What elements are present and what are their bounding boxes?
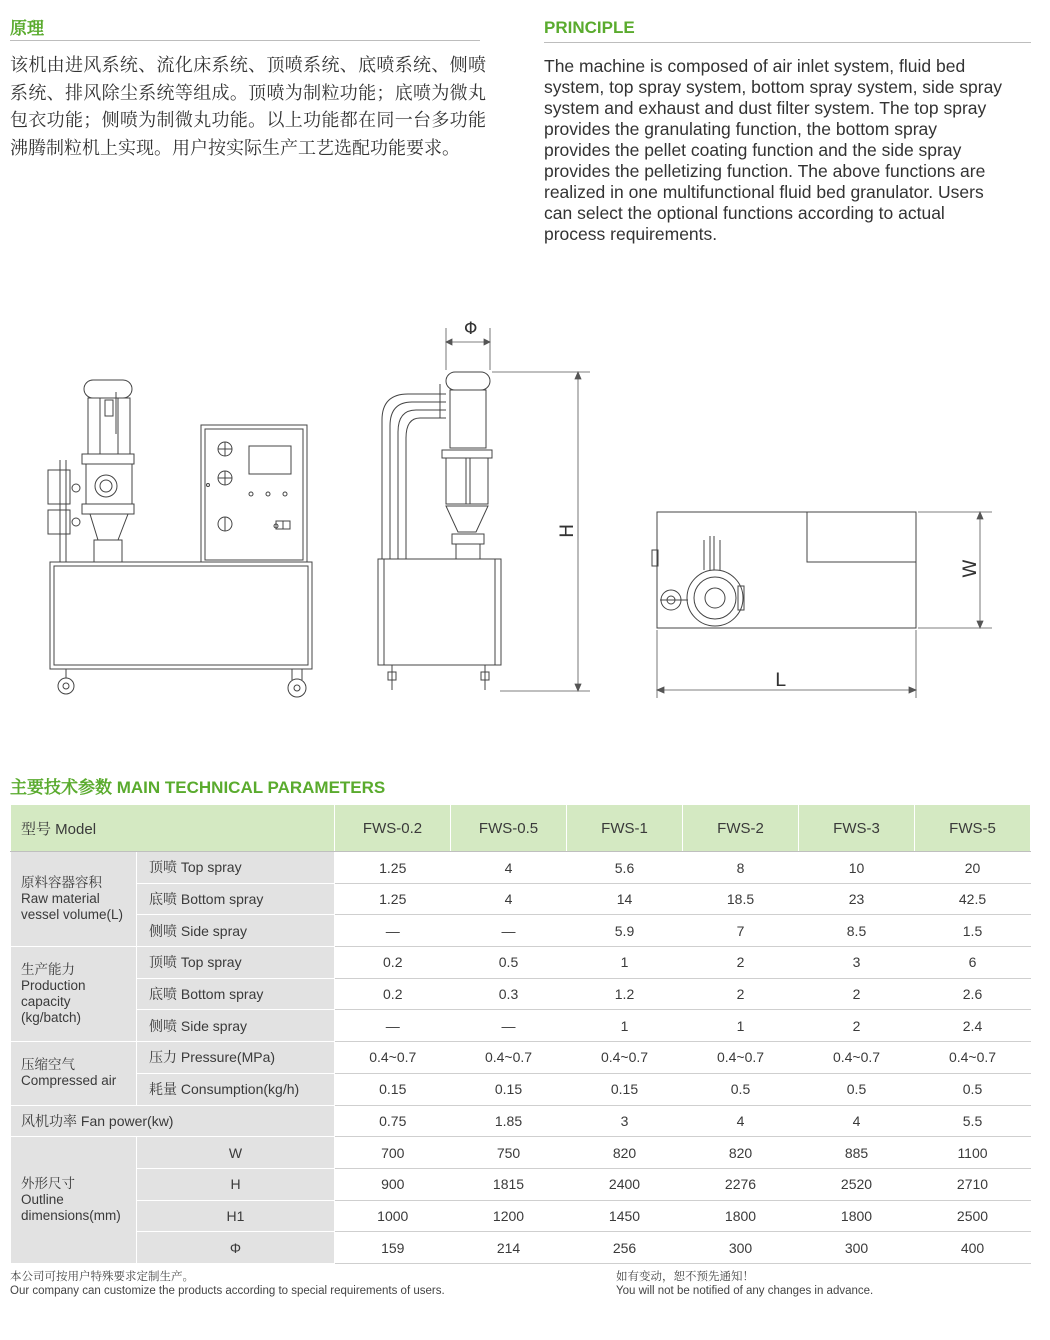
table-row <box>11 1105 1031 1137</box>
outline-group-label <box>11 1137 137 1264</box>
table-cell: 1.2 <box>567 978 683 1010</box>
table-cell: 0.5 <box>799 1073 915 1105</box>
table-cell: 750 <box>451 1137 567 1169</box>
table-cell: 2276 <box>683 1168 799 1200</box>
table-cell: 0.15 <box>335 1073 451 1105</box>
row-label: 底喷 Bottom spray <box>137 978 335 1010</box>
footer-customization-note <box>10 1270 445 1298</box>
table-cell: 2.4 <box>915 1010 1031 1042</box>
table-cell: 5.9 <box>567 915 683 947</box>
table-row <box>11 1168 1031 1200</box>
table-row <box>11 1137 1031 1169</box>
table-cell: 900 <box>335 1168 451 1200</box>
table-cell: 159 <box>335 1232 451 1264</box>
table-row <box>11 1200 1031 1232</box>
table-header-row <box>11 805 1031 852</box>
table-cell: 14 <box>567 883 683 915</box>
table-cell: 0.5 <box>915 1073 1031 1105</box>
table-cell: 5.6 <box>567 852 683 884</box>
table-cell: 6 <box>915 947 1031 979</box>
machine-drawings <box>0 300 1050 720</box>
row-label: Φ <box>137 1232 335 1264</box>
table-row <box>11 978 1031 1010</box>
table-cell: 0.4~0.7 <box>451 1042 567 1074</box>
model-column-header: FWS-0.2 <box>335 805 451 852</box>
table-cell: 1800 <box>683 1200 799 1232</box>
parameters-table <box>10 804 1031 1264</box>
table-cell: 1200 <box>451 1200 567 1232</box>
principle-text-en <box>544 56 1036 245</box>
principle-en-line: process requirements. <box>544 224 718 244</box>
table-cell: 1800 <box>799 1200 915 1232</box>
footer-note-cn: 本公司可按用户特殊要求定制生产。 <box>10 1271 194 1283</box>
group-label-en: Outline <box>21 1192 64 1208</box>
table-cell: 885 <box>799 1137 915 1169</box>
top-view-drawing <box>652 512 916 628</box>
table-cell: 400 <box>915 1232 1031 1264</box>
row-label: W <box>137 1137 335 1169</box>
air-group-label <box>11 1042 137 1105</box>
table-cell: 0.5 <box>683 1073 799 1105</box>
table-cell: 3 <box>567 1105 683 1137</box>
table-cell: 20 <box>915 852 1031 884</box>
principle-text-cn: 该机由进风系统、流化床系统、顶喷系统、底喷系统、侧喷系统、排风除尘系统等组成。顶喷为制粒功能；底喷为微丸包衣功能；侧喷为制微丸功能。以上功能都在同一台多功能沸腾制粒机上实现。用户按实际生产工艺选配功能要求。 <box>10 55 486 159</box>
table-cell: 1 <box>567 947 683 979</box>
row-label: 侧喷 Side spray <box>137 915 335 947</box>
row-label: 耗量 Consumption(kg/h) <box>137 1073 335 1105</box>
table-cell: 4 <box>683 1105 799 1137</box>
table-cell: 42.5 <box>915 883 1031 915</box>
principle-en-line: system and exhaust and dust filter system. The top spray <box>544 98 987 118</box>
table-cell: 700 <box>335 1137 451 1169</box>
table-row <box>11 883 1031 915</box>
table-cell: 0.4~0.7 <box>915 1042 1031 1074</box>
table-cell: 300 <box>683 1232 799 1264</box>
model-column-header: FWS-3 <box>799 805 915 852</box>
table-row <box>11 1010 1031 1042</box>
front-view-drawing <box>48 380 312 697</box>
parameters-title: 主要技术参数 MAIN TECHNICAL PARAMETERS <box>10 778 386 797</box>
table-cell: 1.5 <box>915 915 1031 947</box>
table-cell: 0.2 <box>335 947 451 979</box>
row-label: 侧喷 Side spray <box>137 1010 335 1042</box>
table-cell: 8.5 <box>799 915 915 947</box>
table-cell: 1.25 <box>335 852 451 884</box>
group-label-en: (kg/batch) <box>21 1010 82 1026</box>
table-cell: 0.15 <box>451 1073 567 1105</box>
height-dimension-label: H <box>556 523 578 538</box>
table-cell: 23 <box>799 883 915 915</box>
group-label-en: Compressed air <box>21 1073 117 1089</box>
table-cell: 4 <box>451 883 567 915</box>
model-header: 型号 Model <box>11 805 335 852</box>
table-cell: 820 <box>683 1137 799 1169</box>
dimension-lines <box>446 328 992 698</box>
table-row <box>11 915 1031 947</box>
principle-en-line: realized in one multifunctional fluid bed granulator. Users <box>544 182 984 202</box>
table-cell: 2 <box>683 978 799 1010</box>
table-cell: 0.75 <box>335 1105 451 1137</box>
model-column-header: FWS-0.5 <box>451 805 567 852</box>
table-cell: 7 <box>683 915 799 947</box>
table-cell: — <box>335 1010 451 1042</box>
table-row <box>11 1042 1031 1074</box>
row-label: H1 <box>137 1200 335 1232</box>
table-cell: 0.4~0.7 <box>335 1042 451 1074</box>
principle-en-line: The machine is composed of air inlet system, fluid bed <box>544 56 966 76</box>
table-cell: 4 <box>451 852 567 884</box>
model-column-header: FWS-2 <box>683 805 799 852</box>
table-cell: 0.5 <box>451 947 567 979</box>
table-row <box>11 1232 1031 1264</box>
table-cell: 820 <box>567 1137 683 1169</box>
principle-en-line: can select the optional functions according to actual <box>544 203 945 223</box>
table-cell: 4 <box>799 1105 915 1137</box>
table-cell: 8 <box>683 852 799 884</box>
side-view-drawing <box>378 372 501 690</box>
capacity-group-label <box>11 947 137 1042</box>
table-cell: 1.25 <box>335 883 451 915</box>
row-label: 顶喷 Top spray <box>137 947 335 979</box>
row-label: 风机功率 Fan power(kw) <box>11 1105 335 1137</box>
table-cell: 2 <box>683 947 799 979</box>
table-cell: — <box>451 1010 567 1042</box>
phi-dimension-label: Φ <box>464 319 478 339</box>
table-cell: 3 <box>799 947 915 979</box>
table-cell: 1100 <box>915 1137 1031 1169</box>
table-row <box>11 852 1031 884</box>
table-cell: 5.5 <box>915 1105 1031 1137</box>
table-cell: 2.6 <box>915 978 1031 1010</box>
table-cell: 1 <box>683 1010 799 1042</box>
volume-group-label <box>11 852 137 947</box>
group-label-en: capacity <box>21 994 71 1010</box>
table-cell: 2 <box>799 1010 915 1042</box>
row-label: 压力 Pressure(MPa) <box>137 1042 335 1074</box>
row-label: 底喷 Bottom spray <box>137 883 335 915</box>
table-cell: 300 <box>799 1232 915 1264</box>
group-label-en: dimensions(mm) <box>21 1208 121 1224</box>
group-label-cn: 生产能力 <box>21 962 75 978</box>
table-cell: 1.85 <box>451 1105 567 1137</box>
principle-en-line: provides the granulating function, the bottom spray <box>544 119 938 139</box>
group-label-cn: 原料容器容积 <box>21 875 102 891</box>
table-cell: 10 <box>799 852 915 884</box>
group-label-cn: 压缩空气 <box>21 1057 75 1073</box>
principle-en-line: provides the pellet coating function and the side spray <box>544 140 962 160</box>
table-cell: 18.5 <box>683 883 799 915</box>
row-label: H <box>137 1168 335 1200</box>
table-cell: 2 <box>799 978 915 1010</box>
footer-note-cn: 如有变动，恕不预先通知！ <box>616 1271 754 1283</box>
footer-note-en: Our company can customize the products according to special requirements of users. <box>10 1285 445 1297</box>
table-cell: 1815 <box>451 1168 567 1200</box>
length-dimension-label: L <box>775 669 786 691</box>
group-label-cn: 外形尺寸 <box>21 1176 75 1192</box>
principle-en-line: provides the pelletizing function. The above functions are <box>544 161 986 181</box>
group-label-en: vessel volume(L) <box>21 907 124 923</box>
table-cell: 214 <box>451 1232 567 1264</box>
group-label-en: Raw material <box>21 891 100 907</box>
principle-en-divider <box>544 42 1031 43</box>
footer-change-notice <box>616 1270 873 1298</box>
table-cell: 2400 <box>567 1168 683 1200</box>
table-row <box>11 947 1031 979</box>
group-label-en: Production <box>21 978 86 994</box>
table-cell: 2710 <box>915 1168 1031 1200</box>
width-dimension-label: W <box>959 559 981 578</box>
table-cell: 2520 <box>799 1168 915 1200</box>
table-cell: — <box>335 915 451 947</box>
model-column-header: FWS-5 <box>915 805 1031 852</box>
table-cell: 0.2 <box>335 978 451 1010</box>
model-column-header: FWS-1 <box>567 805 683 852</box>
table-cell: — <box>451 915 567 947</box>
row-label: 顶喷 Top spray <box>137 852 335 884</box>
table-cell: 1450 <box>567 1200 683 1232</box>
table-cell: 2500 <box>915 1200 1031 1232</box>
principle-cn-divider <box>10 40 480 41</box>
table-row <box>11 1073 1031 1105</box>
principle-title-cn: 原理 <box>10 19 44 39</box>
table-cell: 0.3 <box>451 978 567 1010</box>
principle-title-en: PRINCIPLE <box>544 18 635 37</box>
table-cell: 0.4~0.7 <box>567 1042 683 1074</box>
table-cell: 0.4~0.7 <box>683 1042 799 1074</box>
footer-note-en: You will not be notified of any changes in advance. <box>616 1285 874 1297</box>
table-cell: 0.15 <box>567 1073 683 1105</box>
table-cell: 0.4~0.7 <box>799 1042 915 1074</box>
table-cell: 1 <box>567 1010 683 1042</box>
table-cell: 1000 <box>335 1200 451 1232</box>
table-cell: 256 <box>567 1232 683 1264</box>
principle-en-line: system, top spray system, bottom spray system, side spray <box>544 77 1003 97</box>
